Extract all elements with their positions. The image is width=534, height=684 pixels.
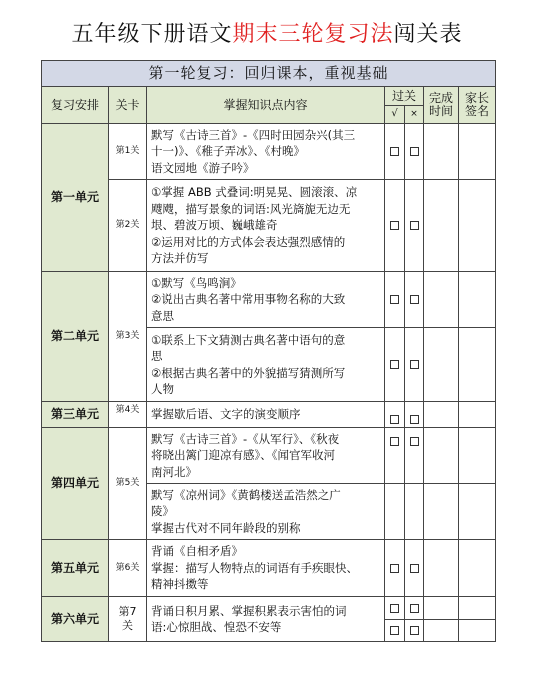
- level-label: 第4关: [109, 402, 147, 428]
- finish-time-cell[interactable]: [424, 402, 459, 428]
- fail-checkbox[interactable]: [410, 295, 419, 304]
- pass-checkbox[interactable]: [390, 604, 399, 613]
- pass-cell[interactable]: [385, 180, 405, 272]
- unit-label: 第五单元: [42, 540, 109, 597]
- parent-sign-cell[interactable]: [459, 540, 496, 597]
- knowledge-content: [147, 402, 385, 428]
- fail-cell[interactable]: [405, 620, 424, 642]
- header-parent-line-1: 家长: [465, 91, 490, 105]
- unit-label: 第二单元: [42, 272, 109, 402]
- pass-cell[interactable]: [385, 597, 405, 620]
- content-line: 飕飕，描写景象的词语:风光旖旎无边无: [151, 201, 351, 216]
- header-parent-line-2: 签名: [465, 104, 490, 118]
- knowledge-content: [147, 484, 385, 540]
- pass-checkbox[interactable]: [390, 360, 399, 369]
- parent-sign-cell[interactable]: [459, 597, 496, 620]
- content-line: ①掌握 ABB 式叠词:明晃晃、圆滚滚、凉: [151, 185, 358, 200]
- unit-label: 第一单元: [42, 124, 109, 272]
- fail-checkbox[interactable]: [410, 221, 419, 230]
- knowledge-content: [147, 428, 385, 484]
- level-line: 第7: [118, 605, 137, 618]
- pass-checkbox[interactable]: [390, 437, 399, 446]
- fail-checkbox[interactable]: [410, 626, 419, 635]
- level-label: [109, 597, 147, 642]
- header-check-mark: √: [385, 106, 405, 124]
- content-line: 默写《古诗三首》-《四时田园杂兴(其三: [151, 127, 356, 142]
- title-suffix: 闯关表: [393, 22, 463, 47]
- content-line: 语文园地《游子吟》: [151, 160, 255, 175]
- content-line: 思: [151, 349, 163, 363]
- content-line: ①默写《鸟鸣涧》: [151, 275, 242, 290]
- level-label: 第2关: [109, 180, 147, 272]
- content-line: 语:心惊胆战、惶恐不安等: [151, 620, 282, 634]
- fail-cell[interactable]: [405, 180, 424, 272]
- finish-time-cell[interactable]: [424, 620, 459, 642]
- fail-cell[interactable]: [405, 597, 424, 620]
- parent-sign-cell[interactable]: [459, 328, 496, 402]
- header-pass: 过关: [385, 87, 424, 106]
- parent-sign-cell[interactable]: [459, 620, 496, 642]
- parent-sign-cell[interactable]: [459, 428, 496, 484]
- content-line: 人物: [151, 382, 174, 396]
- fail-checkbox[interactable]: [410, 147, 419, 156]
- parent-sign-cell[interactable]: [459, 272, 496, 328]
- content-line: 掌握歇后语、文字的演变顺序: [151, 407, 301, 422]
- knowledge-content: [147, 540, 385, 597]
- header-cross-mark: ×: [405, 106, 424, 124]
- content-line: 方法并仿写: [151, 251, 209, 266]
- knowledge-content: [147, 124, 385, 180]
- knowledge-content: [147, 180, 385, 272]
- pass-checkbox[interactable]: [390, 147, 399, 156]
- finish-time-cell[interactable]: [424, 272, 459, 328]
- table-row: [42, 597, 496, 620]
- content-line: 掌握：描写人物特点的词语有手疾眼快、: [151, 560, 358, 575]
- fail-checkbox[interactable]: [410, 360, 419, 369]
- content-line: 背诵《自相矛盾》: [151, 544, 243, 559]
- knowledge-content: [147, 328, 385, 402]
- content-line: 垠、碧波万顷、巍峨雄奇: [151, 218, 278, 233]
- header-time-line-2: 时间: [428, 104, 453, 118]
- pass-checkbox[interactable]: [390, 221, 399, 230]
- pass-cell[interactable]: [385, 124, 405, 180]
- pass-checkbox[interactable]: [390, 415, 399, 424]
- finish-time-cell[interactable]: [424, 597, 459, 620]
- review-checklist-table: [41, 60, 496, 642]
- fail-cell[interactable]: [405, 328, 424, 402]
- finish-time-cell[interactable]: [424, 540, 459, 597]
- table-row: [42, 402, 496, 428]
- content-line: ①联系上下文猜测古典名著中语句的意: [151, 332, 346, 347]
- finish-time-cell[interactable]: [424, 124, 459, 180]
- round-banner: 第一轮复习：回归课本，重视基础: [42, 61, 496, 87]
- fail-checkbox[interactable]: [410, 437, 419, 446]
- content-line: 精神抖擞等: [151, 577, 209, 592]
- parent-sign-cell[interactable]: [459, 484, 496, 540]
- finish-time-cell[interactable]: [424, 328, 459, 402]
- parent-sign-cell[interactable]: [459, 402, 496, 428]
- content-line: 将晓出篱门迎凉有感》、《闻官军收河: [151, 448, 335, 463]
- pass-cell[interactable]: [385, 402, 405, 428]
- pass-cell[interactable]: [385, 484, 405, 540]
- table-row: [42, 124, 496, 180]
- content-line: 默写《凉州词》《黄鹤楼送孟浩然之广: [151, 487, 341, 502]
- title-highlight: 期末三轮复习法: [232, 22, 394, 47]
- content-line: ②根据古典名著中的外貌描写猜测所写: [151, 365, 346, 380]
- content-line: ②说出古典名著中常用事物名称的大致: [151, 292, 346, 307]
- fail-checkbox[interactable]: [410, 415, 419, 424]
- header-parent-sign: [459, 87, 496, 124]
- content-line: 背诵日积月累、掌握积累表示害怕的词: [151, 603, 347, 618]
- pass-cell[interactable]: [385, 272, 405, 328]
- table-row: [42, 540, 496, 597]
- finish-time-cell[interactable]: [424, 484, 459, 540]
- title-prefix: 五年级下册语文: [71, 22, 233, 47]
- pass-cell[interactable]: [385, 620, 405, 642]
- table-row: [42, 272, 496, 328]
- pass-checkbox[interactable]: [390, 295, 399, 304]
- content-line: 陵》: [151, 504, 174, 519]
- header-plan: 复习安排: [42, 87, 109, 124]
- header-level: 关卡: [109, 87, 147, 124]
- content-line: 默写《古诗三首》-《从军行》、《秋夜: [151, 431, 340, 446]
- unit-label: 第六单元: [42, 597, 109, 642]
- fail-checkbox[interactable]: [410, 604, 419, 613]
- parent-sign-cell[interactable]: [459, 180, 496, 272]
- unit-label: 第四单元: [42, 428, 109, 540]
- finish-time-cell[interactable]: [424, 180, 459, 272]
- table-row: [42, 428, 496, 484]
- fail-cell[interactable]: [405, 484, 424, 540]
- header-finish-time: [424, 87, 459, 124]
- pass-checkbox[interactable]: [390, 564, 399, 573]
- level-label: 第5关: [109, 428, 147, 540]
- knowledge-content: [147, 272, 385, 328]
- level-label: 第3关: [109, 272, 147, 402]
- fail-cell[interactable]: [405, 272, 424, 328]
- fail-cell[interactable]: [405, 402, 424, 428]
- level-line: 关: [122, 619, 133, 632]
- fail-cell[interactable]: [405, 428, 424, 484]
- pass-checkbox[interactable]: [390, 626, 399, 635]
- header-content: 掌握知识点内容: [147, 87, 385, 124]
- pass-cell[interactable]: [385, 540, 405, 597]
- page-title: [0, 20, 534, 50]
- content-line: ②运用对比的方式体会表达强烈感情的: [151, 234, 346, 249]
- content-line: 十一)》、《稚子弄冰》、《村晚》: [151, 144, 305, 159]
- content-line: 意思: [151, 308, 174, 323]
- level-label: 第1关: [109, 124, 147, 180]
- content-line: 南河北》: [151, 464, 197, 479]
- banner-row: [42, 61, 496, 87]
- header-row: [42, 87, 496, 106]
- knowledge-content: [147, 597, 385, 642]
- unit-label: 第三单元: [42, 402, 109, 428]
- header-time-line-1: 完成: [428, 91, 453, 105]
- table-row: [42, 180, 496, 272]
- parent-sign-cell[interactable]: [459, 124, 496, 180]
- fail-cell[interactable]: [405, 124, 424, 180]
- content-line: 掌握古代对不同年龄段的别称: [151, 520, 301, 535]
- fail-checkbox[interactable]: [410, 564, 419, 573]
- pass-cell[interactable]: [385, 328, 405, 402]
- pass-cell[interactable]: [385, 428, 405, 484]
- finish-time-cell[interactable]: [424, 428, 459, 484]
- fail-cell[interactable]: [405, 540, 424, 597]
- level-label: 第6关: [109, 540, 147, 597]
